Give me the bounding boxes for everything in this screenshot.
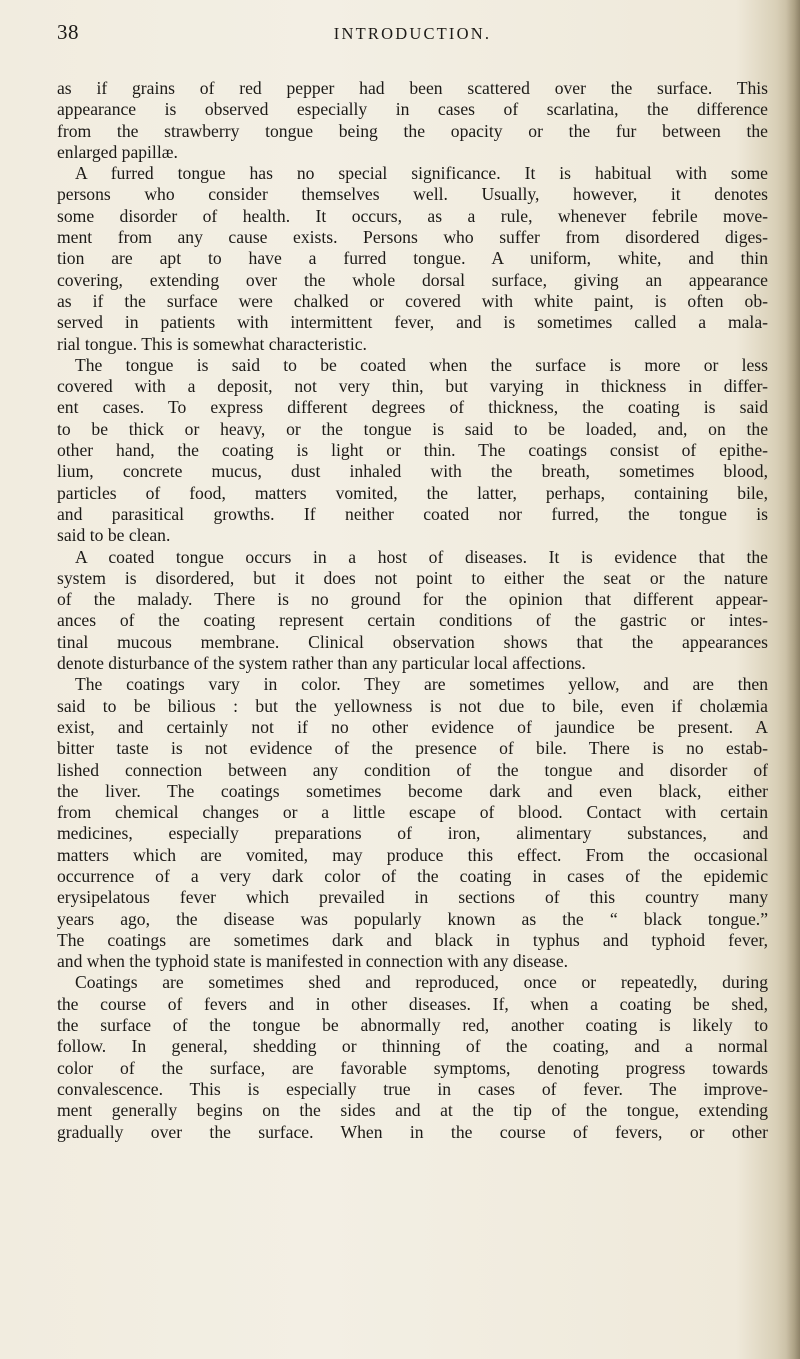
text-line: some disorder of health. It occurs, as a rule, whenever febrile move- <box>57 205 768 226</box>
text-line: The tongue is said to be coated when the surface is more or less <box>75 354 768 375</box>
text-line: occurrence of a very dark color of the coating in cases of the epidemic <box>57 865 768 886</box>
text-line: the course of fevers and in other diseases. If, when a coating be shed, <box>57 993 768 1014</box>
page-number: 38 <box>57 20 79 44</box>
text-line: as if grains of red pepper had been scattered over the surface. This <box>57 78 768 98</box>
running-head: INTRODUCTION. <box>333 24 492 43</box>
text-line: medicines, especially preparations of iron, alimentary substances, and <box>57 823 768 844</box>
text-line: the liver. The coatings sometimes become dark and even black, either <box>57 780 768 801</box>
text-line: ment generally begins on the sides and at the tip of the tongue, extending <box>57 1100 768 1121</box>
text-line: The coatings are sometimes dark and black in typhus and typhoid fever, <box>57 929 768 950</box>
text-line: years ago, the disease was popularly known as the “ black tongue.” <box>57 908 768 929</box>
text-line: ment from any cause exists. Persons who suffer from disordered diges- <box>57 227 768 248</box>
page-edge-shadow <box>786 0 800 1359</box>
text-line: gradually over the surface. When in the course of fevers, or other <box>57 1121 768 1142</box>
text-line: convalescence. This is especially true in cases of fever. The improve- <box>57 1078 768 1099</box>
text-line: A coated tongue occurs in a host of diseases. It is evidence that the <box>75 546 768 567</box>
text-line: as if the surface were chalked or covered with white paint, is often ob- <box>57 290 768 311</box>
text-line: to be thick or heavy, or the tongue is said to be loaded, and, on the <box>57 418 768 439</box>
text-line: appearance is observed especially in cases of scarlatina, the difference <box>57 99 768 120</box>
text-line: persons who consider themselves well. Usually, however, it denotes <box>57 184 768 205</box>
text-line: said to be bilious : but the yellowness is not due to bile, even if cholæmia <box>57 695 768 716</box>
text-line: matters which are vomited, may produce this effect. From the occasional <box>57 844 768 865</box>
text-line: lium, concrete mucus, dust inhaled with the breath, sometimes blood, <box>57 461 768 482</box>
text-line: from chemical changes or a little escape of blood. Contact with certain <box>57 802 768 823</box>
text-line: ances of the coating represent certain conditions of the gastric or intes- <box>57 610 768 631</box>
text-line: particles of food, matters vomited, the latter, perhaps, containing bile, <box>57 482 768 503</box>
text-line: denote disturbance of the system rather than any particular local affections. <box>57 653 586 674</box>
text-line: covering, extending over the whole dorsal surface, giving an appearance <box>57 269 768 290</box>
page-header <box>57 20 768 48</box>
text-line: from the strawberry tongue being the opacity or the fur between the <box>57 120 768 141</box>
text-line: tinal mucous membrane. Clinical observation shows that the appearances <box>57 631 768 652</box>
text-line: enlarged papillæ. <box>57 141 178 162</box>
text-line: the surface of the tongue be abnormally red, another coating is likely to <box>57 1015 768 1036</box>
text-line: lished connection between any condition of the tongue and disorder of <box>57 759 768 780</box>
text-line: rial tongue. This is somewhat characteristic. <box>57 333 367 354</box>
text-line: Coatings are sometimes shed and reproduced, once or repeatedly, during <box>75 972 768 993</box>
text-line: ent cases. To express different degrees of thickness, the coating is said <box>57 397 768 418</box>
text-line: covered with a deposit, not very thin, but varying in thickness in differ- <box>57 376 768 397</box>
text-line: of the malady. There is no ground for the opinion that different appear- <box>57 589 768 610</box>
text-line: color of the surface, are favorable symptoms, denoting progress towards <box>57 1057 768 1078</box>
text-line: follow. In general, shedding or thinning of the coating, and a normal <box>57 1036 768 1057</box>
text-line: other hand, the coating is light or thin. The coatings consist of epithe- <box>57 440 768 461</box>
text-line: said to be clean. <box>57 525 171 546</box>
text-line: bitter taste is not evidence of the presence of bile. There is no estab- <box>57 738 768 759</box>
text-line: A furred tongue has no special significance. It is habitual with some <box>75 163 768 184</box>
text-line: system is disordered, but it does not point to either the seat or the nature <box>57 567 768 588</box>
text-line: exist, and certainly not if no other evidence of jaundice be present. A <box>57 716 768 737</box>
text-line: tion are apt to have a furred tongue. A uniform, white, and thin <box>57 248 768 269</box>
text-line: The coatings vary in color. They are sometimes yellow, and are then <box>75 674 768 695</box>
text-line: erysipelatous fever which prevailed in sections of this country many <box>57 887 768 908</box>
text-line: and when the typhoid state is manifested in connection with any disease. <box>57 951 569 972</box>
text-line: served in patients with intermittent fever, and is sometimes called a mala- <box>57 312 768 333</box>
body-text <box>57 78 768 1143</box>
text-line: and parasitical growths. If neither coated nor furred, the tongue is <box>57 503 768 524</box>
